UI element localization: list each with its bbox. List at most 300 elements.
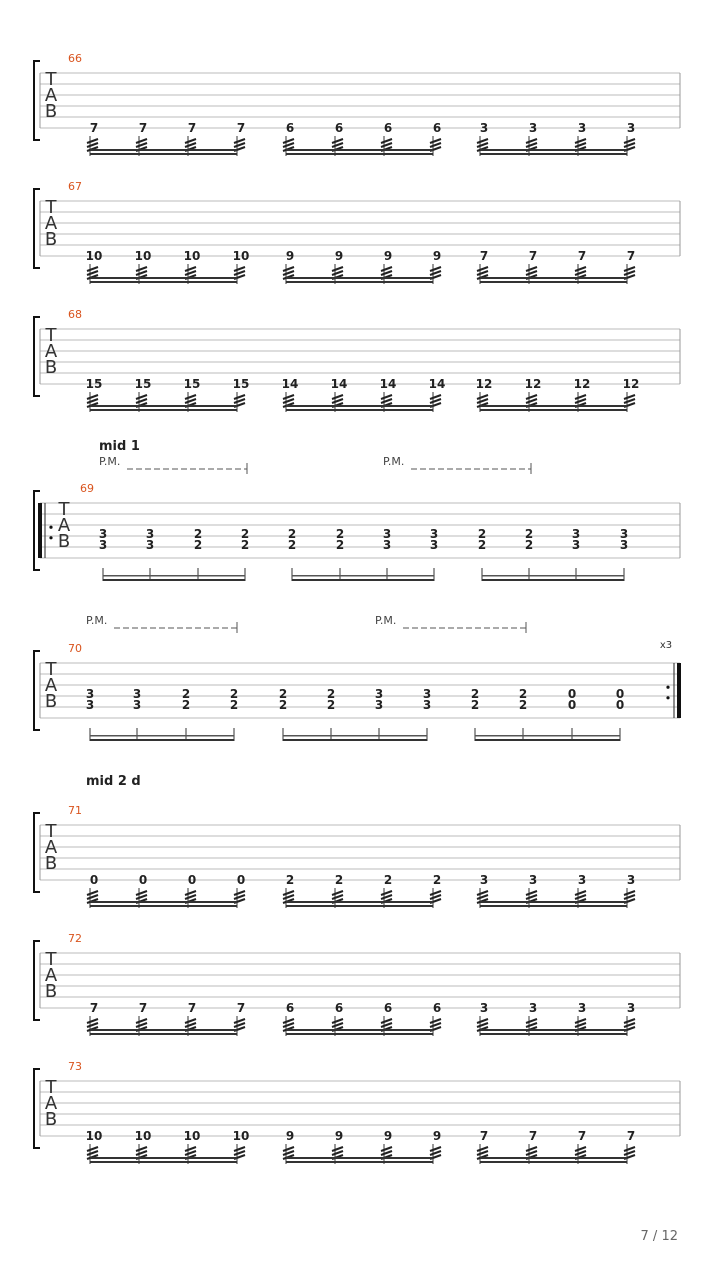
repeat-dot: [666, 686, 669, 689]
fret-number: 3: [85, 687, 95, 701]
fret-number: 3: [429, 527, 439, 541]
fret-number: 7: [236, 1001, 246, 1015]
beam: [90, 153, 237, 155]
fret-number: 2: [193, 527, 203, 541]
tab-clef-letter: B: [57, 531, 71, 552]
fret-number: 3: [577, 873, 587, 887]
tremolo-slash: [430, 891, 441, 895]
tremolo-slash: [136, 399, 147, 403]
tremolo-slash: [234, 895, 245, 899]
section-label: mid 1: [99, 439, 140, 454]
tab-clef-letter: A: [44, 675, 58, 696]
tremolo-slash: [332, 1151, 343, 1155]
tremolo-slash: [136, 395, 147, 399]
tremolo-slash: [381, 1019, 392, 1023]
fret-number: 7: [479, 249, 489, 263]
palm-mute-label: P.M.: [99, 455, 121, 468]
tremolo-slash: [477, 1151, 488, 1155]
tab-clef-letter: T: [45, 821, 57, 842]
beam: [480, 1033, 627, 1035]
tremolo-slash: [430, 895, 441, 899]
fret-number: 2: [335, 527, 345, 541]
beam: [286, 405, 433, 407]
tremolo-slash: [87, 139, 98, 143]
fret-number: 0: [615, 687, 625, 701]
tremolo-slash: [624, 399, 635, 403]
tremolo-slash: [234, 395, 245, 399]
tremolo-slash: [526, 399, 537, 403]
tremolo-slash: [477, 395, 488, 399]
tremolo-slash: [332, 139, 343, 143]
fret-number: 2: [285, 873, 295, 887]
tremolo-slash: [87, 1151, 98, 1155]
beam: [90, 905, 237, 907]
beam: [286, 1029, 433, 1031]
fret-number: 7: [528, 1129, 538, 1143]
bar-number: 73: [68, 1060, 82, 1073]
tremolo-slash: [332, 395, 343, 399]
system-bracket: [34, 813, 40, 892]
tab-clef-letter: A: [44, 213, 58, 234]
fret-number: 0: [89, 873, 99, 887]
fret-number: 10: [232, 1129, 250, 1143]
tab-clef-letter: B: [44, 981, 58, 1002]
bar-number: 71: [68, 804, 82, 817]
fret-number: 15: [134, 377, 152, 391]
tremolo-slash: [381, 143, 392, 147]
tremolo-slash: [283, 1019, 294, 1023]
beam: [480, 901, 627, 903]
fret-number: 3: [132, 687, 142, 701]
tremolo-slash: [526, 143, 537, 147]
tremolo-slash: [87, 895, 98, 899]
fret-number: 15: [85, 377, 103, 391]
beam: [286, 1161, 433, 1163]
repeat-dot: [49, 526, 52, 529]
tab-clef-letter: T: [45, 197, 57, 218]
tab-clef-letter: B: [44, 229, 58, 250]
fret-number: 3: [479, 873, 489, 887]
tremolo-slash: [526, 271, 537, 275]
tremolo-slash: [136, 271, 147, 275]
fret-number: 7: [89, 121, 99, 135]
bar-number: 66: [68, 52, 82, 65]
beam: [90, 409, 237, 411]
beam: [480, 905, 627, 907]
fret-number: 3: [619, 527, 629, 541]
tremolo-slash: [185, 395, 196, 399]
fret-number: 9: [334, 249, 344, 263]
fret-number: 2: [524, 527, 534, 541]
tab-clef-letter: B: [44, 691, 58, 712]
fret-number: 10: [183, 1129, 201, 1143]
repeat-start-thick-barline: [38, 503, 42, 558]
fret-number: 2: [518, 687, 528, 701]
tremolo-slash: [185, 895, 196, 899]
beam: [480, 149, 627, 151]
tremolo-slash: [185, 891, 196, 895]
tremolo-slash: [526, 395, 537, 399]
fret-number: 0: [615, 698, 625, 712]
fret-number: 6: [383, 1001, 393, 1015]
fret-number: 3: [577, 1001, 587, 1015]
fret-number: 2: [193, 538, 203, 552]
tremolo-slash: [136, 139, 147, 143]
beam: [283, 735, 427, 737]
tremolo-slash: [87, 395, 98, 399]
beam: [480, 409, 627, 411]
fret-number: 2: [278, 687, 288, 701]
fret-number: 3: [145, 527, 155, 541]
tremolo-slash: [430, 1151, 441, 1155]
fret-number: 2: [287, 527, 297, 541]
palm-mute-label: P.M.: [86, 614, 108, 627]
tremolo-slash: [526, 1147, 537, 1151]
tremolo-slash: [624, 1147, 635, 1151]
fret-number: 2: [335, 538, 345, 552]
tremolo-slash: [575, 143, 586, 147]
tremolo-slash: [234, 1147, 245, 1151]
fret-number: 3: [422, 687, 432, 701]
fret-number: 2: [470, 687, 480, 701]
tab-clef-letter: B: [44, 357, 58, 378]
tremolo-slash: [624, 271, 635, 275]
tremolo-slash: [430, 399, 441, 403]
tremolo-slash: [477, 399, 488, 403]
beam: [286, 281, 433, 283]
fret-number: 9: [432, 249, 442, 263]
fret-number: 3: [374, 687, 384, 701]
tremolo-slash: [430, 1019, 441, 1023]
system-bracket: [34, 317, 40, 396]
tremolo-slash: [87, 271, 98, 275]
beam: [480, 1157, 627, 1159]
beam: [286, 905, 433, 907]
fret-number: 9: [383, 249, 393, 263]
tab-clef-letter: T: [45, 659, 57, 680]
tremolo-slash: [185, 1023, 196, 1027]
fret-number: 2: [240, 538, 250, 552]
tremolo-slash: [526, 891, 537, 895]
fret-number: 3: [98, 527, 108, 541]
tremolo-slash: [332, 1023, 343, 1027]
fret-number: 10: [134, 249, 152, 263]
fret-number: 2: [477, 527, 487, 541]
tremolo-slash: [234, 139, 245, 143]
fret-number: 3: [382, 527, 392, 541]
fret-number: 3: [98, 538, 108, 552]
fret-number: 3: [429, 538, 439, 552]
fret-number: 2: [229, 698, 239, 712]
tremolo-slash: [381, 267, 392, 271]
tremolo-slash: [526, 1019, 537, 1023]
tremolo-slash: [87, 399, 98, 403]
tab-clef-letter: A: [44, 965, 58, 986]
beam: [292, 575, 434, 577]
tremolo-slash: [430, 395, 441, 399]
system-bracket: [34, 61, 40, 140]
beam: [480, 281, 627, 283]
tremolo-slash: [430, 143, 441, 147]
fret-number: 15: [183, 377, 201, 391]
fret-number: 14: [281, 377, 299, 391]
tremolo-slash: [477, 143, 488, 147]
tremolo-slash: [624, 1019, 635, 1023]
bar-number: 67: [68, 180, 82, 193]
fret-number: 7: [577, 1129, 587, 1143]
fret-number: 12: [475, 377, 493, 391]
tremolo-slash: [477, 1147, 488, 1151]
tremolo-slash: [575, 895, 586, 899]
tremolo-slash: [234, 143, 245, 147]
tremolo-slash: [624, 267, 635, 271]
beam: [90, 1029, 237, 1031]
fret-number: 3: [571, 527, 581, 541]
fret-number: 3: [528, 873, 538, 887]
tremolo-slash: [283, 1151, 294, 1155]
beam: [90, 1161, 237, 1163]
fret-number: 7: [138, 1001, 148, 1015]
fret-number: 6: [383, 121, 393, 135]
tremolo-slash: [87, 891, 98, 895]
fret-number: 9: [285, 249, 295, 263]
fret-number: 9: [432, 1129, 442, 1143]
tremolo-slash: [136, 1023, 147, 1027]
tremolo-slash: [430, 271, 441, 275]
fret-number: 3: [85, 698, 95, 712]
beam: [475, 735, 620, 737]
fret-number: 3: [528, 121, 538, 135]
fret-number: 6: [432, 121, 442, 135]
tremolo-slash: [87, 1019, 98, 1023]
tremolo-slash: [87, 143, 98, 147]
fret-number: 12: [524, 377, 542, 391]
fret-number: 3: [619, 538, 629, 552]
fret-number: 7: [187, 121, 197, 135]
section-label: mid 2 d: [86, 774, 141, 789]
tab-clef-letter: B: [44, 853, 58, 874]
tremolo-slash: [332, 1147, 343, 1151]
tremolo-slash: [185, 139, 196, 143]
fret-number: 2: [181, 687, 191, 701]
beam: [286, 149, 433, 151]
system-bracket: [34, 941, 40, 1020]
fret-number: 6: [285, 121, 295, 135]
tremolo-slash: [234, 1151, 245, 1155]
tremolo-slash: [381, 399, 392, 403]
fret-number: 7: [138, 121, 148, 135]
fret-number: 2: [287, 538, 297, 552]
palm-mute-label: P.M.: [383, 455, 405, 468]
tab-clef-letter: A: [44, 1093, 58, 1114]
fret-number: 0: [187, 873, 197, 887]
beam: [90, 277, 237, 279]
bar-number: 68: [68, 308, 82, 321]
tremolo-slash: [136, 1151, 147, 1155]
tremolo-slash: [575, 1019, 586, 1023]
tremolo-slash: [430, 1147, 441, 1151]
fret-number: 10: [85, 249, 103, 263]
tab-clef-letter: A: [57, 515, 71, 536]
beam: [103, 579, 245, 581]
tremolo-slash: [624, 139, 635, 143]
fret-number: 2: [326, 698, 336, 712]
fret-number: 2: [432, 873, 442, 887]
tremolo-slash: [381, 271, 392, 275]
fret-number: 7: [479, 1129, 489, 1143]
tremolo-slash: [624, 891, 635, 895]
tab-clef-letter: T: [45, 949, 57, 970]
beam: [480, 153, 627, 155]
tremolo-slash: [283, 1147, 294, 1151]
fret-number: 2: [470, 698, 480, 712]
tremolo-slash: [430, 267, 441, 271]
tremolo-slash: [185, 1019, 196, 1023]
beam: [286, 901, 433, 903]
tremolo-slash: [526, 267, 537, 271]
tremolo-slash: [575, 1023, 586, 1027]
fret-number: 7: [528, 249, 538, 263]
fret-number: 3: [422, 698, 432, 712]
tremolo-slash: [381, 1147, 392, 1151]
fret-number: 3: [479, 121, 489, 135]
beam: [90, 1033, 237, 1035]
beam: [286, 1033, 433, 1035]
beam: [292, 579, 434, 581]
fret-number: 3: [374, 698, 384, 712]
system-bracket: [34, 189, 40, 268]
tremolo-slash: [575, 139, 586, 143]
tremolo-slash: [526, 895, 537, 899]
fret-number: 3: [132, 698, 142, 712]
fret-number: 14: [379, 377, 397, 391]
beam: [283, 739, 427, 741]
tremolo-slash: [477, 895, 488, 899]
tremolo-slash: [332, 1019, 343, 1023]
fret-number: 10: [85, 1129, 103, 1143]
tremolo-slash: [575, 271, 586, 275]
fret-number: 0: [567, 687, 577, 701]
tremolo-slash: [283, 895, 294, 899]
beam: [286, 409, 433, 411]
fret-number: 2: [326, 687, 336, 701]
tremolo-slash: [575, 395, 586, 399]
fret-number: 3: [626, 1001, 636, 1015]
fret-number: 6: [432, 1001, 442, 1015]
page-number: 7 / 12: [640, 1229, 678, 1244]
fret-number: 6: [334, 121, 344, 135]
fret-number: 2: [181, 698, 191, 712]
beam: [90, 1157, 237, 1159]
bar-number: 72: [68, 932, 82, 945]
fret-number: 2: [518, 698, 528, 712]
fret-number: 2: [278, 698, 288, 712]
tremolo-slash: [332, 143, 343, 147]
fret-number: 9: [334, 1129, 344, 1143]
tremolo-slash: [624, 395, 635, 399]
tremolo-slash: [526, 139, 537, 143]
palm-mute-label: P.M.: [375, 614, 397, 627]
fret-number: 10: [232, 249, 250, 263]
fret-number: 10: [183, 249, 201, 263]
fret-number: 7: [187, 1001, 197, 1015]
tremolo-slash: [575, 891, 586, 895]
tremolo-slash: [526, 1151, 537, 1155]
tremolo-slash: [283, 143, 294, 147]
beam: [482, 579, 624, 581]
tab-clef-letter: T: [58, 499, 70, 520]
fret-number: 3: [577, 121, 587, 135]
tremolo-slash: [477, 1023, 488, 1027]
tremolo-slash: [575, 1147, 586, 1151]
beam: [286, 1157, 433, 1159]
beam: [90, 405, 237, 407]
tremolo-slash: [234, 399, 245, 403]
fret-number: 15: [232, 377, 250, 391]
tremolo-slash: [234, 1023, 245, 1027]
tremolo-slash: [87, 1023, 98, 1027]
tab-clef-letter: T: [45, 325, 57, 346]
fret-number: 12: [622, 377, 640, 391]
tremolo-slash: [283, 399, 294, 403]
fret-number: 10: [134, 1129, 152, 1143]
tremolo-slash: [624, 895, 635, 899]
tremolo-slash: [477, 139, 488, 143]
bar-number: 69: [80, 482, 94, 495]
beam: [480, 1161, 627, 1163]
beam: [286, 277, 433, 279]
tremolo-slash: [136, 267, 147, 271]
beam: [90, 149, 237, 151]
system-bracket: [34, 1069, 40, 1148]
tremolo-slash: [283, 1023, 294, 1027]
tremolo-slash: [185, 1147, 196, 1151]
tremolo-slash: [136, 1019, 147, 1023]
fret-number: 6: [285, 1001, 295, 1015]
fret-number: 3: [382, 538, 392, 552]
tremolo-slash: [87, 267, 98, 271]
tab-clef-letter: B: [44, 1109, 58, 1130]
system-bracket: [34, 651, 40, 730]
tremolo-slash: [185, 267, 196, 271]
beam: [90, 901, 237, 903]
tremolo-slash: [283, 891, 294, 895]
beam: [286, 153, 433, 155]
fret-number: 7: [89, 1001, 99, 1015]
tremolo-slash: [381, 895, 392, 899]
tremolo-slash: [283, 271, 294, 275]
fret-number: 3: [479, 1001, 489, 1015]
fret-number: 3: [626, 121, 636, 135]
fret-number: 9: [383, 1129, 393, 1143]
tremolo-slash: [332, 267, 343, 271]
fret-number: 14: [330, 377, 348, 391]
tremolo-slash: [136, 1147, 147, 1151]
fret-number: 2: [240, 527, 250, 541]
tremolo-slash: [477, 1019, 488, 1023]
tremolo-slash: [477, 267, 488, 271]
bar-number: 70: [68, 642, 82, 655]
tremolo-slash: [234, 1019, 245, 1023]
tremolo-slash: [185, 143, 196, 147]
tremolo-slash: [234, 271, 245, 275]
fret-number: 7: [577, 249, 587, 263]
tremolo-slash: [381, 1151, 392, 1155]
tremolo-slash: [381, 395, 392, 399]
beam: [90, 281, 237, 283]
fret-number: 14: [428, 377, 446, 391]
tab-clef-letter: A: [44, 837, 58, 858]
